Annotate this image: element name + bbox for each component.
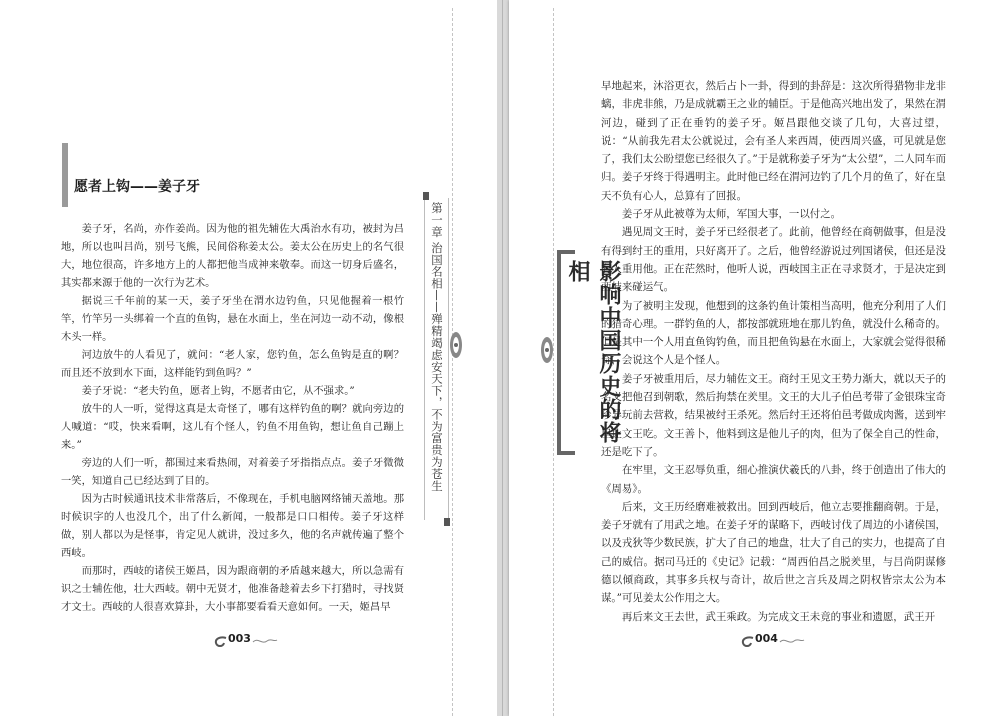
chapter-label: 第一章 治国名相——殚精竭虑安天下，不为富贵为苍生 bbox=[430, 202, 444, 492]
paragraph: 姜子牙从此被尊为太师，军国大事，一以付之。 bbox=[621, 208, 842, 221]
ornament-flower-icon bbox=[540, 335, 554, 365]
title-accent-bar bbox=[557, 250, 561, 455]
ornament-flower-icon bbox=[449, 330, 463, 360]
margin-guide-line bbox=[452, 8, 453, 716]
chapter-side-tab bbox=[424, 198, 449, 520]
left-page bbox=[0, 0, 497, 716]
page-swirl-icon bbox=[741, 636, 755, 648]
paragraph: 遇见周文王时，姜子牙已经很老了。此前，他曾经在商朝做事，但是没有得到纣王的重用，只好离开了。之后，他曾经游说过列国诸侯，但还是没有人重用他。正在茫然时，他听人说，西岐国主正在寻求贤才，于是决定到西岐来碰运气。 bbox=[601, 226, 946, 294]
page-swirl-icon bbox=[252, 636, 278, 646]
page-footer bbox=[214, 632, 284, 654]
paragraph: 姜子牙，名尚，亦作姜尚。因为他的祖先辅佐大禹治水有功，被封为吕地，所以也叫吕尚，别号飞熊，民间俗称姜太公。姜太公在历史上的名气很大，地位很高，许多地方上的人都把他当成神来敬奉。而这一切身后盛名，其实都来源于他的一次行为艺术。 bbox=[61, 223, 404, 289]
right-body-text bbox=[601, 77, 946, 626]
paragraph: 再后来文王去世，武王乘政。为完成文王未竟的事业和遗愿，武王开 bbox=[621, 610, 936, 623]
paragraph: 后来，文王历经磨难被救出。回到西岐后，他立志要推翻商朝。于是，姜子牙就有了用武之地。在姜子牙的谋略下，西岐讨伐了周边的小诸侯国，以及戎狄等少数民族，扩大了自己的地盘，壮大了自己的实力，也提高了自己的威信。据司马迁的《史记》记载：“周西伯昌之脱羑里，与吕尚阴谋修德以倾商政，其事多兵权与奇计，故后世之言兵及周之阴权皆宗太公为本谋。”可见姜太公作用之大。 bbox=[601, 500, 946, 605]
paragraph: 而那时，西岐的诸侯王姬昌，因为跟商朝的矛盾越来越大，所以急需有识之士辅佐他，壮大西岐。朝中无贤才，他准备趁着去乡下打猎时，寻找贤才文士。西岐的人很喜欢算卦，大小事都要看看天意如何。一天，姬昌早 bbox=[61, 565, 404, 613]
section-title: 愿者上钩——姜子牙 bbox=[74, 179, 200, 195]
paragraph: 为了被明主发现，他想到的这条钓鱼计策相当高明，他充分利用了人们的猎奇心理。一群钓鱼的人，都按部就班地在那儿钓鱼，就没什么稀奇的。但是其中一个人用直鱼钩钓鱼，而且把鱼钩悬在水面上，大家就会觉得很稀奇，会说这个人是个怪人。 bbox=[601, 299, 946, 367]
page-swirl-icon bbox=[214, 636, 228, 648]
paragraph: 据说三千年前的某一天，姜子牙坐在渭水边钓鱼，只见他握着一根竹竿，竹竿另一头绑着一个直的鱼钩，悬在水面上，坐在河边一动不动，像根木头一样。 bbox=[61, 295, 404, 343]
page-number: 004 bbox=[755, 632, 778, 645]
book-title-block bbox=[557, 250, 622, 455]
paragraph: 河边放牛的人看见了，就问：“老人家，您钓鱼，怎么鱼钩是直的啊？而且还不放到水下面，这样能钓到鱼吗？” bbox=[61, 349, 404, 379]
book-gutter bbox=[497, 0, 509, 716]
paragraph: 因为古时候通讯技术非常落后，不像现在，手机电脑网络铺天盖地。那时候识字的人也没几个，出了什么新闻，一般都是口口相传。姜子牙这样做，别人都以为是怪事，肯定见人就讲，没过多久，他的名声就传遍了整个西岐。 bbox=[61, 493, 404, 559]
page-number: 003 bbox=[228, 632, 251, 645]
page-swirl-icon bbox=[779, 636, 805, 646]
book-title: 影响中国历史的将相 bbox=[565, 260, 622, 444]
title-accent-bar bbox=[62, 143, 68, 207]
paragraph: 旁边的人们一听，都围过来看热闹，对着姜子牙指指点点。姜子牙微微一笑，知道自己已经达到了目的。 bbox=[61, 457, 404, 487]
title-accent-bar bbox=[557, 250, 575, 254]
right-page bbox=[509, 0, 1007, 716]
tab-cap bbox=[423, 192, 429, 200]
tab-cap bbox=[444, 518, 450, 526]
page-footer bbox=[741, 632, 811, 654]
paragraph: 姜子牙被重用后，尽力辅佐文王。商纣王见文王势力渐大，就以天子的名义把他召到朝歌，然后拘禁在羑里。文王的大儿子伯邑考带了金银珠宝奇珍异玩前去营救，结果被纣王杀死。然后纣王还将伯邑考做成肉酱，送到牢里让文王吃。文王善卜，他料到这是他儿子的肉，但为了保全自己的性命，还是吃下了。 bbox=[601, 372, 946, 458]
left-body-text bbox=[61, 220, 404, 616]
paragraph: 在牢里，文王忍辱负重，细心推演伏羲氏的八卦，终于创造出了伟大的《周易》。 bbox=[601, 464, 946, 495]
paragraph: 姜子牙说：“老夫钓鱼，愿者上钩，不愿者由它，从不强求。” bbox=[81, 385, 355, 397]
paragraph: 早地起来，沐浴更衣，然后占卜一卦，得到的卦辞是：这次所得猎物非龙非螭，非虎非熊，乃是成就霸王之业的辅臣。于是他高兴地出发了，果然在渭河边，碰到了正在垂钓的姜子牙。姬昌跟他交谈了几句，大喜过望，说：“从前我先君太公就说过，会有圣人来西周，使西周兴盛，可见就是您了，我们太公盼望您已经很久了。”于是就称姜子牙为“太公望”，二人同车而归。姜子牙终于得遇明主。此时他已经在渭河边钓了几个月的鱼了，好在皇天不负有心人，总算有了回报。 bbox=[601, 80, 946, 202]
paragraph: 放牛的人一听，觉得这真是太奇怪了，哪有这样钓鱼的啊？就向旁边的人喊道：“哎，快来看啊，这儿有个怪人，钓鱼不用鱼钩，想让鱼自己蹦上来。” bbox=[61, 403, 404, 451]
